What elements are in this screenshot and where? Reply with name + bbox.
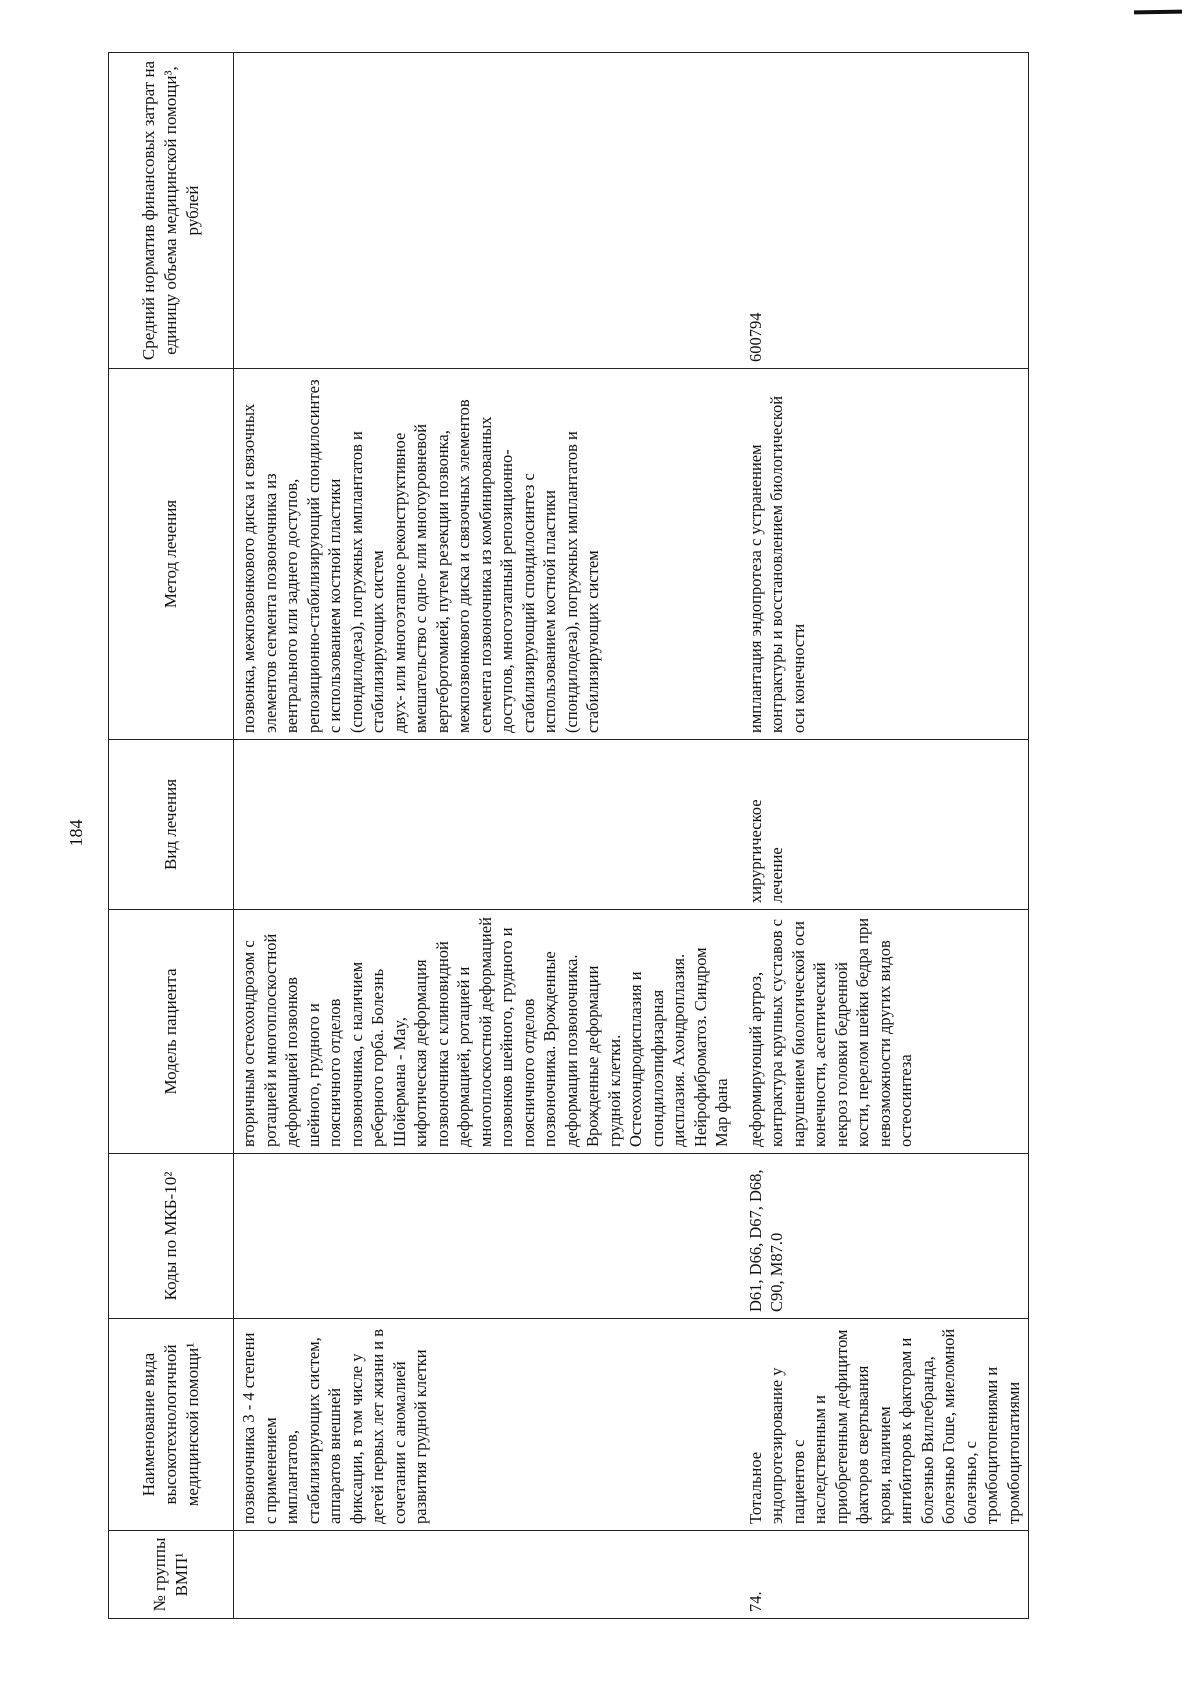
- table-row: [741, 53, 1029, 1619]
- header-codes: Коды по МКБ-10²: [109, 1154, 234, 1319]
- cell-model: деформирующий артроз, контрактура крупных суставов с нарушением биологической оси конечности, асептический некроз головки бедренной кости, перелом шейки бедра при невозможности других видов остеосинтеза: [741, 910, 1029, 1154]
- page-number: 184: [66, 819, 86, 847]
- cell-model: вторичным остеохондрозом с ротацией и многоплоскостной деформацией позвонков шейного, грудного и поясничного отделов позвоночника, с наличием реберного горба. Болезнь Шойермана - May, кифотическая деформация позвоночника с клиновидной деформацией, ротацией и многоплоскостной деформацией позвонков шейного, грудного и поясничного отделов позвоночника. Врожденные деформации позвоночника. Врожденные деформации грудной клетки. Остеохондродисплазия и спондилоэпифизарная дисплазия. Ахондроплазия. Нейрофиброматоз. Синдром Мар фана: [234, 910, 737, 1154]
- cell-kind: [234, 740, 737, 910]
- cell-codes: [234, 1154, 737, 1319]
- header-kind: Вид лечения: [109, 740, 234, 910]
- cell-num: [234, 1531, 737, 1619]
- header-row: [109, 53, 234, 1619]
- header-name: Наименование вида высокотехнологичной медицинской помощи¹: [109, 1319, 234, 1531]
- header-cost: Средний норматив финансовых затрат на единицу объема медицинской помощи³, рублей: [109, 53, 234, 369]
- scan-mark: [1134, 10, 1182, 15]
- cell-name: Тотальное эндопротезирование у пациентов с наследственным и приобретенным дефицитом факторов свертывания крови, наличием ингибиторов к факторам и болезнью Виллебранда, болезнью Гоше, миеломной болезнью, с тромбоцитопениями и тромбоцитопатиями: [741, 1319, 1029, 1531]
- cell-codes: D61, D66, D67, D68, C90, M87.0: [741, 1154, 1029, 1319]
- header-model: Модель пациента: [109, 910, 234, 1154]
- vmp-table: [108, 52, 1029, 1619]
- header-num: № группы ВМП¹: [109, 1531, 234, 1619]
- cell-num: 74.: [741, 1531, 1029, 1619]
- cell-kind: хирургическое лечение: [741, 740, 1029, 910]
- cell-method: имплантация эндопротеза с устранением контрактуры и восстановлением биологической оси конечности: [741, 369, 1029, 740]
- cell-cost: [234, 53, 737, 369]
- cell-method: позвонка, межпозвонкового диска и связочных элементов сегмента позвоночника из вентрального или заднего доступов, репозиционно-стабилизирующий спондилосинтез с использованием костной пластики (спондилодеза), погружных имплантатов и стабилизирующих систем двух- или многоэтапное реконструктивное вмешательство с одно- или многоуровневой вертебротомией, путем резекции позвонка, межпозвонкового диска и связочных элементов сегмента позвоночника из комбинированных доступов, многоэтапный репозиционно-стабилизирующий спондилосинтез с использованием костной пластики (спондилодеза), погружных имплантатов и стабилизирующих систем: [234, 369, 737, 740]
- rotated-content: [60, 33, 1140, 1633]
- cell-cost: 600794: [741, 53, 1029, 369]
- table-row: [234, 53, 737, 1619]
- header-method: Метод лечения: [109, 369, 234, 740]
- cell-name: позвоночника 3 - 4 степени с применением имплантатов, стабилизирующих систем, аппаратов внешней фиксации, в том числе у детей первых лет жизни и в сочетании с аномалией развития грудной клетки: [234, 1319, 737, 1531]
